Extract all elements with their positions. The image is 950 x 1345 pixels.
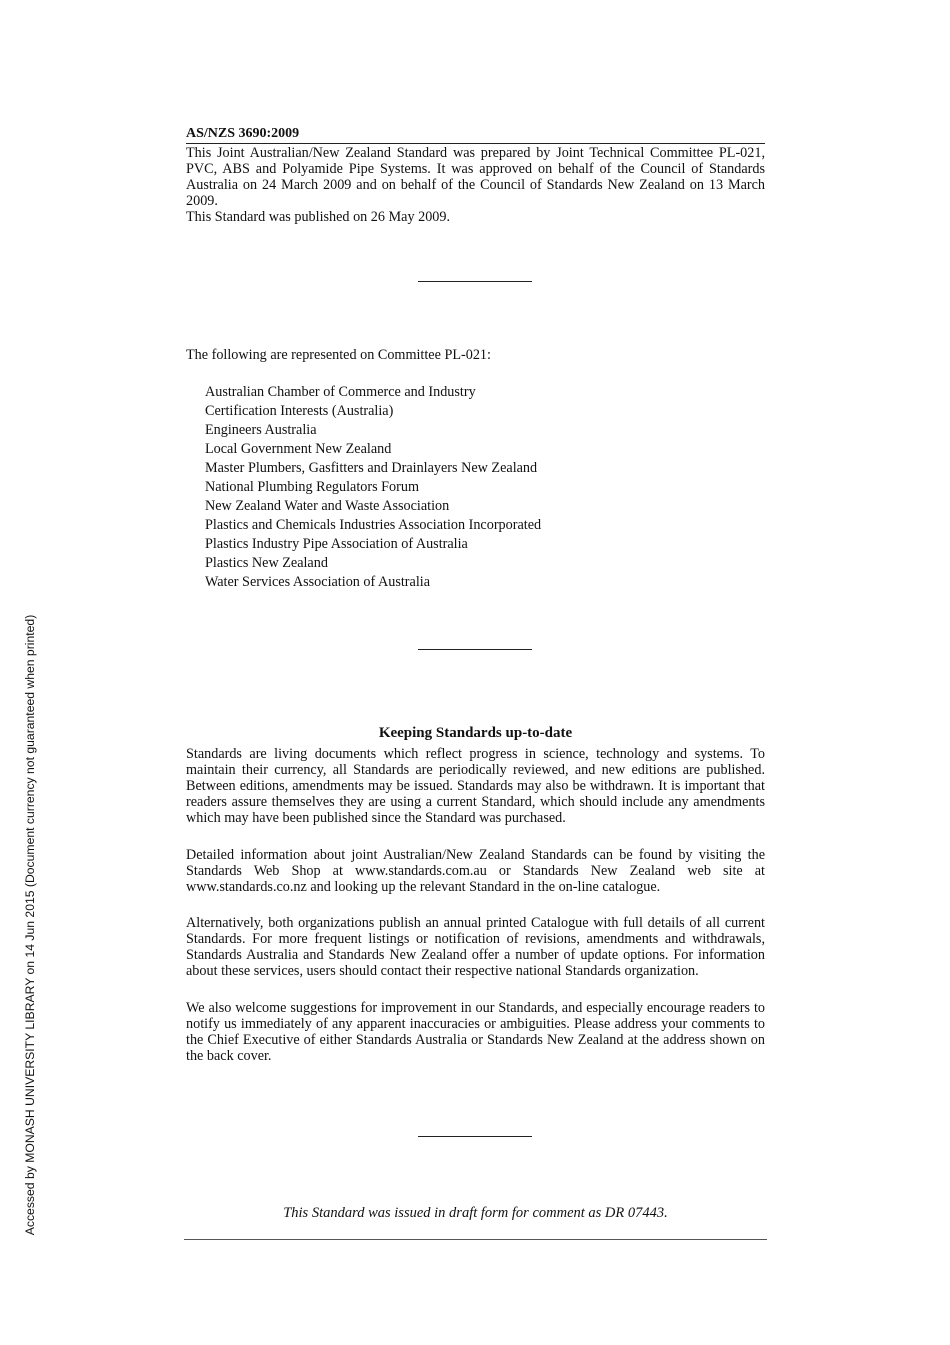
committee-member: Australian Chamber of Commerce and Industry (205, 384, 476, 400)
committee-member: Plastics Industry Pipe Association of Australia (205, 536, 468, 552)
section-divider (418, 1136, 532, 1137)
committee-member: Master Plumbers, Gasfitters and Drainlayers New Zealand (205, 460, 538, 476)
committee-member-list (205, 383, 541, 592)
paragraph-catalogue: Alternatively, both organizations publish an annual printed Catalogue with full details of all current Standards. For more frequent listings or notification of revisions, amendments and withdrawals, Standards Australia and Standards New Zealand offer a number of update options. For information about these services, users should contact their respective national Standards organization. (186, 915, 765, 979)
committee-member: Water Services Association of Australia (205, 574, 431, 590)
committee-member: Local Government New Zealand (205, 441, 392, 457)
section-divider (418, 649, 532, 650)
publication-date: This Standard was published on 26 May 2009. (186, 209, 451, 225)
committee-member: New Zealand Water and Waste Association (205, 498, 450, 514)
paragraph-web-shop: Detailed information about joint Australian/New Zealand Standards can be found by visiting the Standards Web Shop at www.standards.com.au or Standards New Zealand web site at www.standards.co.nz and looking up the relevant Standard in the on-line catalogue. (186, 847, 765, 895)
committee-member: Plastics and Chemicals Industries Association Incorporated (205, 517, 542, 533)
committee-member: Engineers Australia (205, 422, 317, 438)
footer-rule (184, 1239, 767, 1240)
committee-member: Certification Interests (Australia) (205, 403, 394, 419)
paragraph-living-documents: Standards are living documents which reflect progress in science, technology and systems. To maintain their currency, all Standards are periodically reviewed, and new editions are published. Between editions, amendments may be issued. Standards may also be withdrawn. It is important that readers assure themselves they are using a current Standard, which should include any amendments which may have been published since the Standard was purchased. (186, 746, 765, 826)
draft-note: This Standard was issued in draft form for comment as DR 07443. (283, 1205, 668, 1221)
committee-intro: The following are represented on Committee PL-021: (186, 347, 491, 363)
committee-member: Plastics New Zealand (205, 555, 328, 571)
committee-member: National Plumbing Regulators Forum (205, 479, 419, 495)
document-id: AS/NZS 3690:2009 (186, 126, 765, 144)
section-heading: Keeping Standards up-to-date (378, 725, 573, 741)
section-divider (418, 281, 532, 282)
paragraph-suggestions: We also welcome suggestions for improvement in our Standards, and especially encourage readers to notify us immediately of any apparent inaccuracies or ambiguities. Please address your comments to the Chief Executive of either Standards Australia or Standards New Zealand at the address shown on the back cover. (186, 1000, 765, 1064)
access-watermark: Accessed by MONASH UNIVERSITY LIBRARY on 14 Jun 2015 (Document currency not guaranteed when printed) (23, 614, 37, 1236)
preparation-statement: This Joint Australian/New Zealand Standard was prepared by Joint Technical Committee PL-021, PVC, ABS and Polyamide Pipe Systems. It was approved on behalf of the Council of Standards Australia on 24 March 2009 and on behalf of the Council of Standards New Zealand on 13 March 2009. (186, 145, 765, 209)
